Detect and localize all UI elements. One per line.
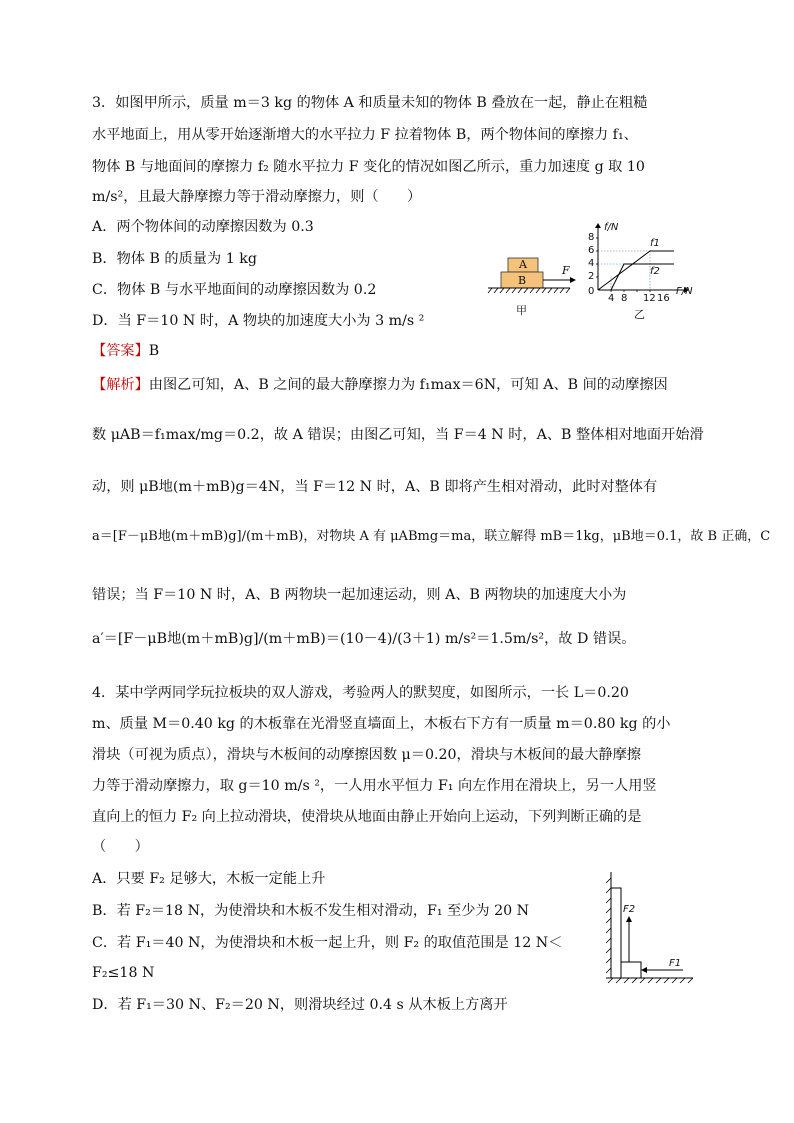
q3-option-d: D．当 F＝10 N 时，A 物块的加速度大小为 3 m/s ² [92, 313, 425, 329]
q3-option-b: B．物体 B 的质量为 1 kg [92, 251, 257, 267]
q4-stem-line-6: （ ） [92, 839, 149, 855]
figure-q4 [603, 870, 699, 986]
q3-option-c: C．物体 B 与水平地面间的动摩擦因数为 0.2 [92, 282, 377, 298]
q3-analysis-line-1 [92, 378, 668, 392]
block-b-label: B [518, 274, 527, 287]
figure-jia-drawing [486, 250, 576, 320]
figure-yi-caption: 乙 [634, 308, 645, 321]
q3-analysis-line-2: 数 μAB＝f₁max/mg＝0.2，故 A 错误；由图乙可知，当 F＝4 N 时，A、B 整体相对地面开始滑 [92, 427, 704, 443]
q3-option-a: A．两个物体间的动摩擦因数为 0.3 [92, 219, 314, 235]
q3-analysis-line-6: a′＝[F－μB地(m＋mB)g]/(m＋mB)＝(10－4)/(3＋1) m/s²＝1.5m/s²，故 D 错误。 [92, 631, 636, 647]
y-tick-8: 8 [588, 232, 595, 243]
q4-stem-line-1: 4．某中学两同学玩拉板块的双人游戏，考验两人的默契度，如图所示，一长 L＝0.20 [92, 685, 629, 701]
x-tick-4: 4 [608, 293, 615, 304]
force-f2-label: F2 [623, 904, 636, 915]
q4-stem-line-5: 直向上的恒力 F₂ 向上拉动滑块，使滑块从地面由静止开始向上运动，下列判断正确的是 [92, 809, 642, 825]
force-f-label: F [562, 264, 570, 277]
figure-jia-caption: 甲 [516, 304, 527, 317]
curve-f2-label: f2 [650, 266, 660, 277]
q3-analysis-line-4: a＝[F－μB地(m＋mB)g]/(m＋mB)，对物块 A 有 μABmg＝ma，联立解得 mB＝1kg，μB地＝0.1，故 B 正确，C [92, 529, 771, 544]
q4-option-a: A．只要 F₂ 足够大，木板一定能上升 [92, 871, 326, 887]
figure-jia [486, 250, 576, 320]
q3-stem-line-3: 物体 B 与地面间的摩擦力 f₂ 随水平拉力 F 变化的情况如图乙所示，重力加速度 g 取 10 [92, 159, 645, 175]
q4-option-c: C．若 F₁＝40 N，为使滑块和木板一起上升，则 F₂ 的取值范围是 12 N＜ [92, 935, 563, 951]
y-tick-2: 2 [588, 271, 595, 282]
q3-answer [92, 344, 159, 358]
y-tick-6: 6 [588, 245, 595, 256]
q3-stem-line-4: m/s²，且最大静摩擦力等于滑动摩擦力，则（ ） [92, 189, 422, 205]
analysis-label: 【解析】 [92, 377, 149, 393]
q4-stem-line-4: 力等于滑动摩擦力，取 g＝10 m/s ²，一人用水平恒力 F₁ 向左作用在滑块上，另一人用竖 [92, 778, 657, 794]
q3-analysis-line-3: 动，则 μB地(m＋mB)g＝4N，当 F＝12 N 时，A、B 即将产生相对滑动，此时对整体有 [92, 479, 658, 495]
curve-f1-label: f1 [650, 238, 660, 249]
q4-option-b: B．若 F₂＝18 N，为使滑块和木板不发生相对滑动，F₁ 至少为 20 N [92, 903, 530, 919]
q3-analysis-line-5: 错误；当 F＝10 N 时，A、B 两物块一起加速运动，则 A、B 两物块的加速度大小为 [92, 587, 627, 603]
x-tick-12: 12 [643, 293, 656, 304]
y-tick-4: 4 [588, 258, 595, 269]
analysis-text-1: 由图乙可知，A、B 之间的最大静摩擦力为 f₁max＝6N，可知 A、B 间的动摩擦因 [148, 377, 668, 393]
x-tick-16: 16 [657, 293, 670, 304]
x-tick-0: 0 [588, 286, 595, 297]
q3-stem-line-2: 水平地面上，用从零开始逐渐增大的水平拉力 F 拉着物体 B，两个物体间的摩擦力 f₁、 [92, 127, 638, 143]
x-tick-8: 8 [621, 293, 628, 304]
q4-option-c-cont: F₂≤18 N [92, 965, 155, 981]
q3-stem-line-1: 3．如图甲所示，质量 m＝3 kg 的物体 A 和质量未知的物体 B 叠放在一起，静止在粗糙 [92, 95, 648, 111]
figure-q4-drawing [603, 870, 699, 986]
block-a-label: A [519, 258, 527, 271]
x-axis-label: F/N [676, 286, 693, 297]
q4-stem-line-2: m、质量 M＝0.40 kg 的木板靠在光滑竖直墙面上，木板右下方有一质量 m＝0.80 kg 的小 [92, 716, 671, 732]
force-f1-label: F1 [669, 958, 682, 969]
q4-stem-line-3: 滑块（可视为质点），滑块与木板间的动摩擦因数 μ＝0.20，滑块与木板间的最大静摩擦 [92, 747, 641, 763]
answer-value: B [148, 343, 160, 359]
q4-option-d: D．若 F₁＝30 N、F₂＝20 N，则滑块经过 0.4 s 从木板上方离开 [92, 997, 508, 1013]
figure-yi [584, 222, 696, 322]
answer-label: 【答案】 [92, 343, 149, 359]
y-axis-label: f/N [604, 222, 619, 233]
